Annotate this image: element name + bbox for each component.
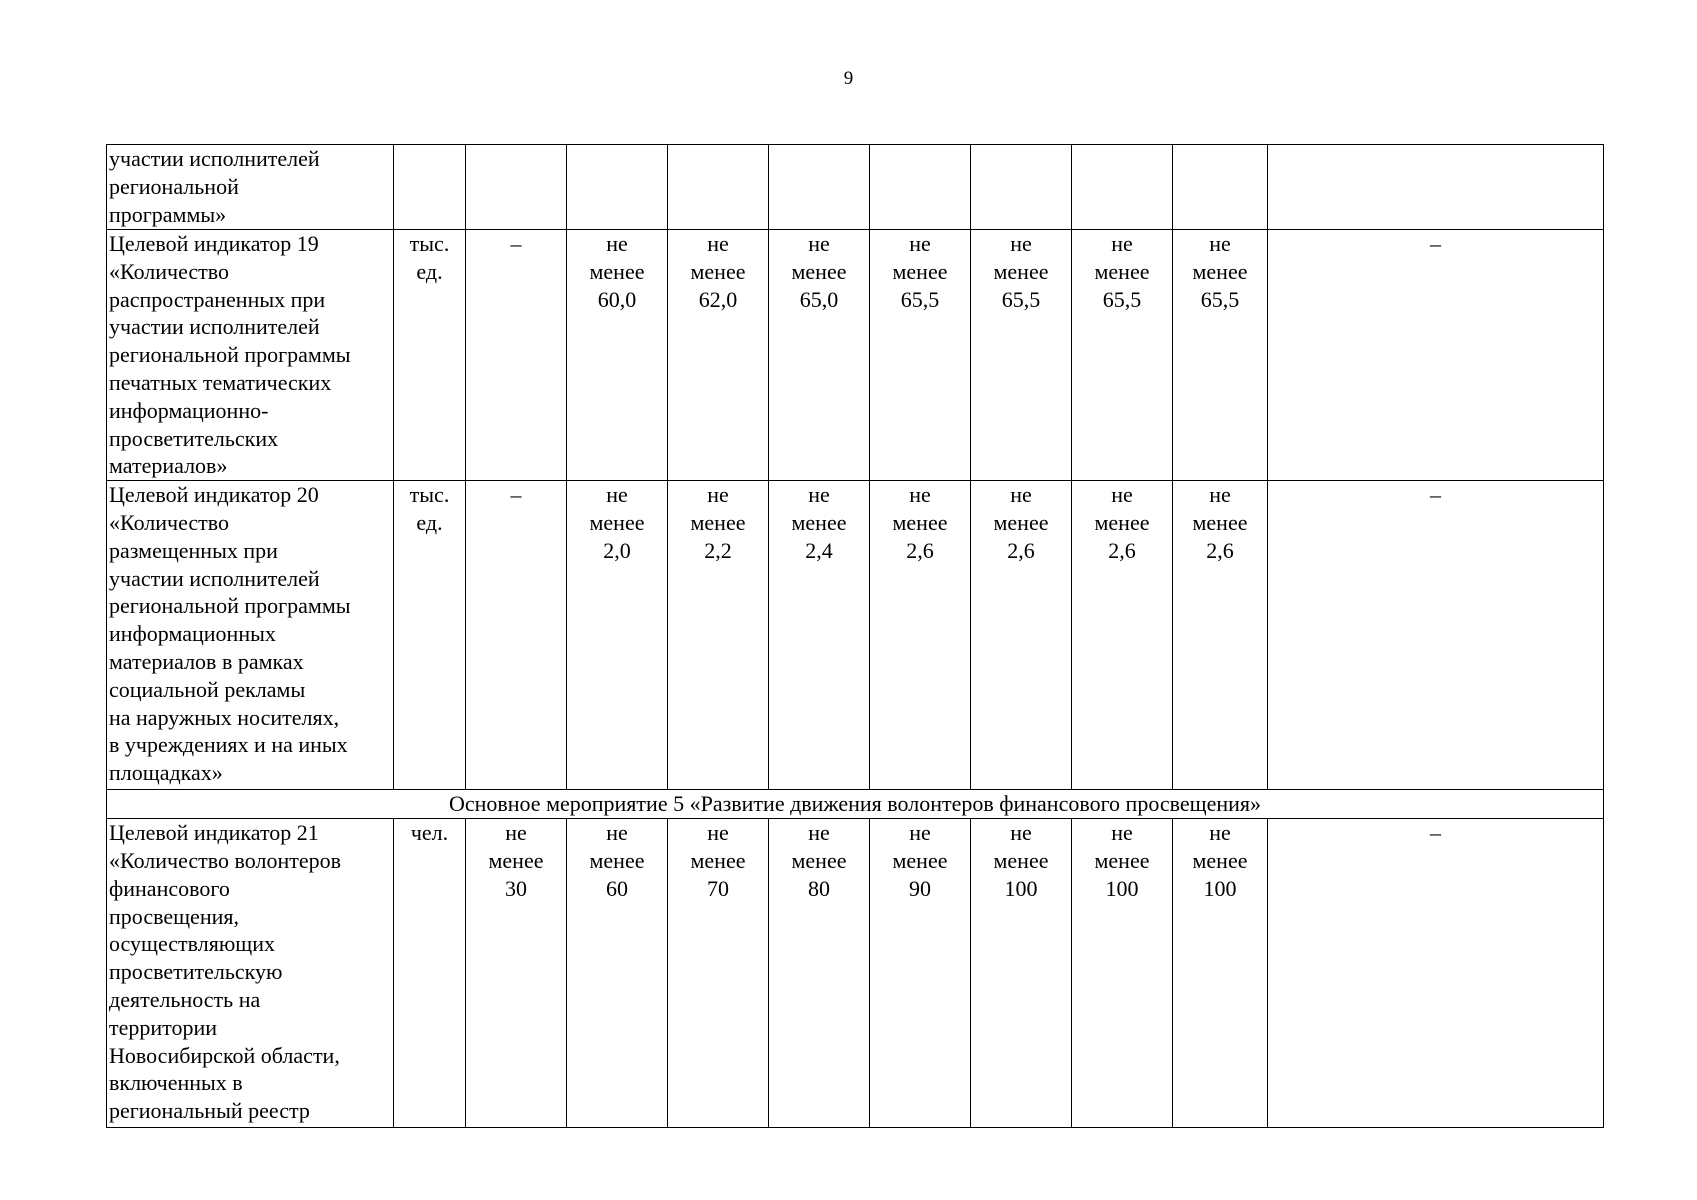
section-row bbox=[107, 790, 1604, 819]
value-cell bbox=[466, 145, 567, 230]
note-cell bbox=[1268, 145, 1604, 230]
value-cell: не менее 65,5 bbox=[1173, 230, 1268, 481]
note-cell: – bbox=[1268, 819, 1604, 1128]
value-cell: не менее 2,2 bbox=[668, 481, 769, 790]
value-cell bbox=[1173, 145, 1268, 230]
value-cell: не менее 2,6 bbox=[1072, 481, 1173, 790]
table-row bbox=[107, 145, 1604, 230]
value-cell: не менее 60 bbox=[567, 819, 668, 1128]
value-cell bbox=[971, 145, 1072, 230]
table-row bbox=[107, 481, 1604, 790]
value-cell: не менее 80 bbox=[769, 819, 870, 1128]
indicator-name-cell: Целевой индикатор 20 «Количество размещенных при участии исполнителей региональной программы информационных материалов в рамках социальной рекламы на наружных носителях, в учреждениях и на иных площадках» bbox=[107, 481, 394, 790]
value-cell bbox=[769, 145, 870, 230]
value-cell: не менее 60,0 bbox=[567, 230, 668, 481]
value-cell bbox=[567, 145, 668, 230]
section-title: Основное мероприятие 5 «Развитие движения волонтеров финансового просвещения» bbox=[107, 790, 1604, 819]
unit-cell: тыс. ед. bbox=[394, 481, 466, 790]
value-cell: не менее 100 bbox=[971, 819, 1072, 1128]
value-cell: не менее 65,0 bbox=[769, 230, 870, 481]
value-cell: – bbox=[466, 230, 567, 481]
indicator-name-cell: Целевой индикатор 21 «Количество волонтеров финансового просвещения, осуществляющих просветительскую деятельность на территории Новосибирской области, включенных в региональный реестр bbox=[107, 819, 394, 1128]
value-cell: не менее 65,5 bbox=[1072, 230, 1173, 481]
value-cell: не менее 2,0 bbox=[567, 481, 668, 790]
unit-cell: чел. bbox=[394, 819, 466, 1128]
value-cell: не менее 2,6 bbox=[971, 481, 1072, 790]
value-cell: – bbox=[466, 481, 567, 790]
value-cell bbox=[1072, 145, 1173, 230]
value-cell: не менее 2,4 bbox=[769, 481, 870, 790]
value-cell: не менее 2,6 bbox=[1173, 481, 1268, 790]
note-cell: – bbox=[1268, 230, 1604, 481]
value-cell: не менее 2,6 bbox=[870, 481, 971, 790]
value-cell bbox=[870, 145, 971, 230]
value-cell: не менее 90 bbox=[870, 819, 971, 1128]
value-cell: не менее 100 bbox=[1173, 819, 1268, 1128]
unit-cell: тыс. ед. bbox=[394, 230, 466, 481]
unit-cell bbox=[394, 145, 466, 230]
indicators-table bbox=[106, 144, 1604, 1128]
note-cell: – bbox=[1268, 481, 1604, 790]
table-row bbox=[107, 819, 1604, 1128]
value-cell: не менее 65,5 bbox=[971, 230, 1072, 481]
indicator-name-cell: Целевой индикатор 19 «Количество распространенных при участии исполнителей региональной программы печатных тематических информационно- просветительских материалов» bbox=[107, 230, 394, 481]
value-cell: не менее 65,5 bbox=[870, 230, 971, 481]
page-number: 9 bbox=[843, 68, 854, 89]
value-cell: не менее 100 bbox=[1072, 819, 1173, 1128]
value-cell bbox=[668, 145, 769, 230]
value-cell: не менее 70 bbox=[668, 819, 769, 1128]
table-row bbox=[107, 230, 1604, 481]
value-cell: не менее 30 bbox=[466, 819, 567, 1128]
indicator-name-cell: участии исполнителей региональной программы» bbox=[107, 145, 394, 230]
value-cell: не менее 62,0 bbox=[668, 230, 769, 481]
